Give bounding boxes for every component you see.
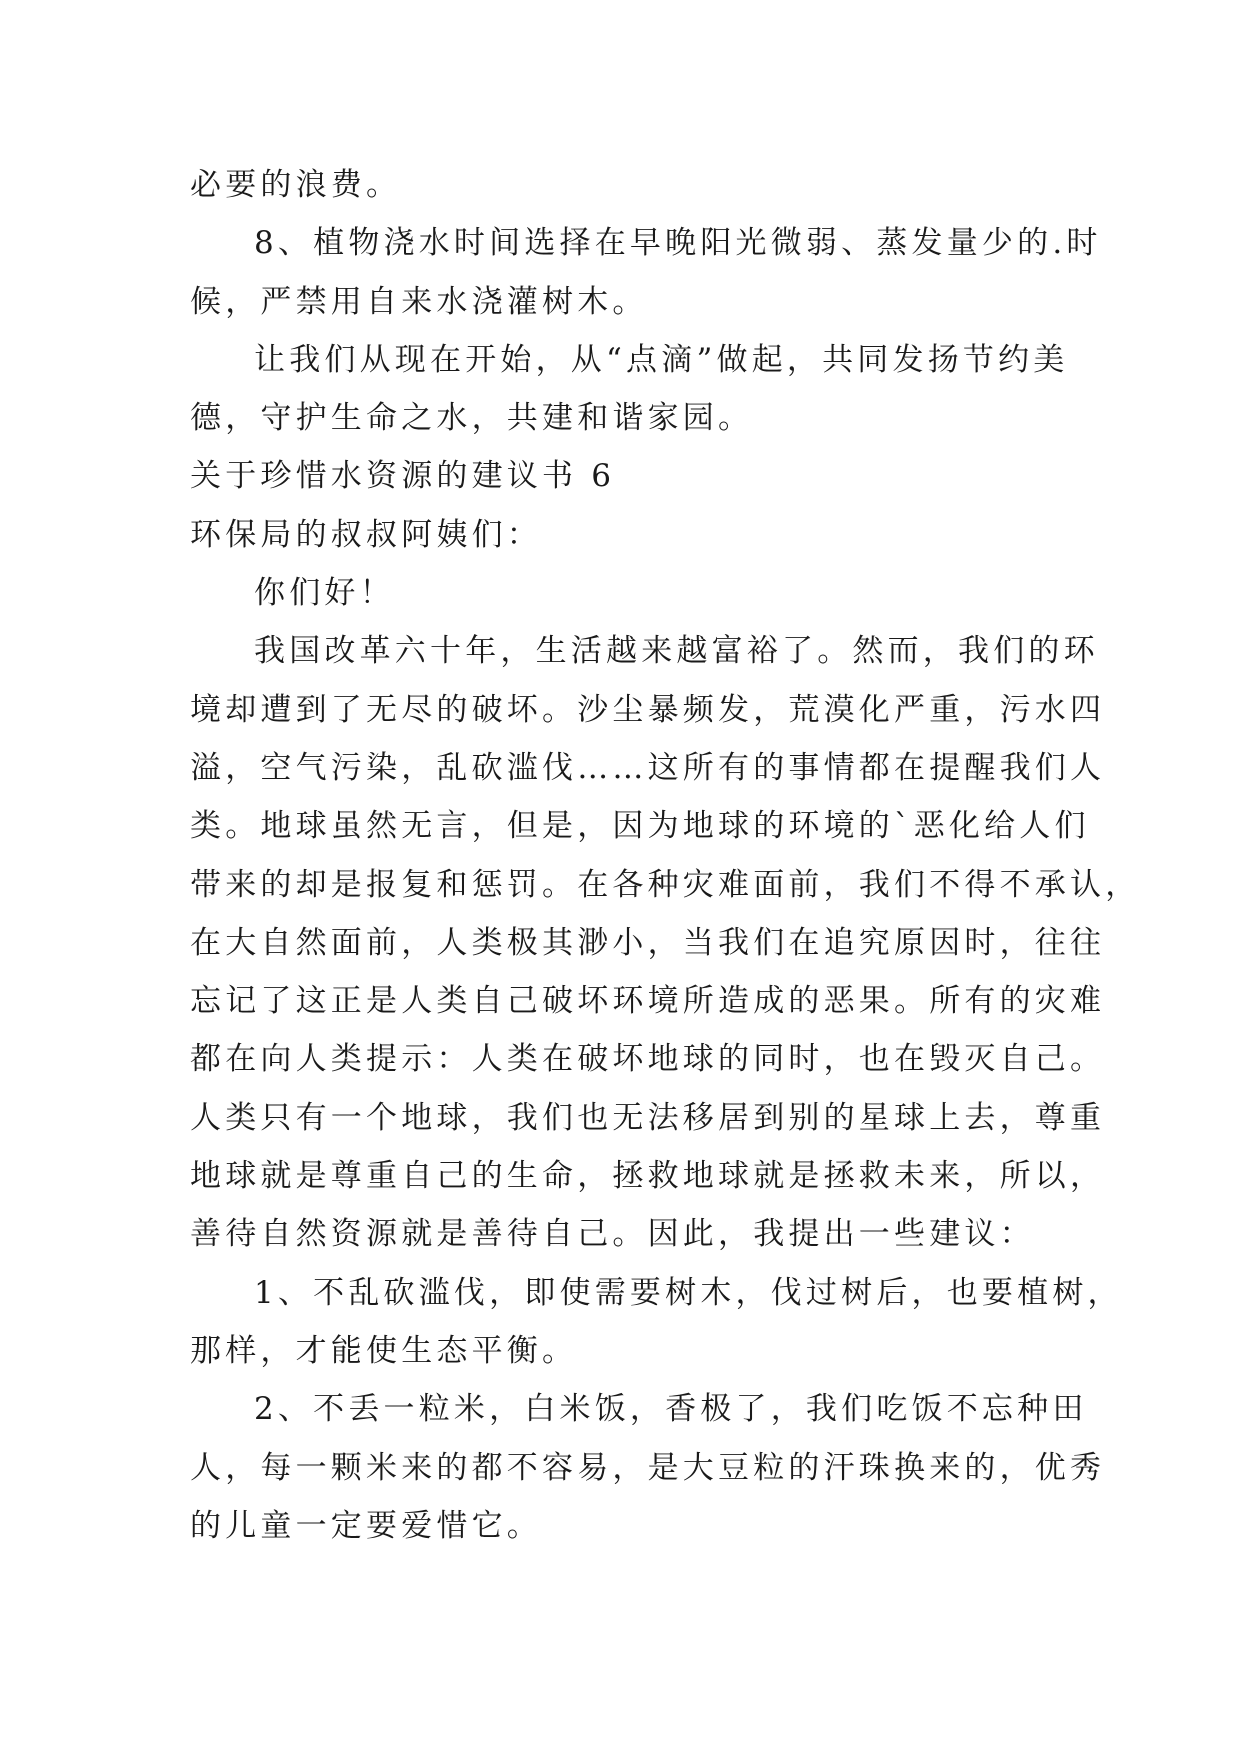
text-line: 那样，才能使生态平衡。 bbox=[190, 1332, 578, 1369]
text-line: 带来的却是报复和惩罚。在各种灾难面前，我们不得不承认， bbox=[190, 866, 1141, 903]
text-line: 德，守护生命之水，共建和谐家园。 bbox=[190, 400, 754, 437]
text-line: 必要的浪费。 bbox=[190, 167, 402, 203]
text-line: 类。地球虽然无言，但是，因为地球的环境的`恶化给人们 bbox=[190, 808, 1090, 845]
text-line: 我国改革六十年，生活越来越富裕了。然而，我们的环 bbox=[254, 633, 1099, 670]
document-body bbox=[190, 156, 1141, 1555]
text-line: 地球就是尊重自己的生命，拯救地球就是拯救未来，所以， bbox=[190, 1158, 1106, 1195]
text-line: 溢，空气污染，乱砍滥伐……这所有的事情都在提醒我们人 bbox=[190, 749, 1106, 786]
text-line: 人，每一颗米来的都不容易，是大豆粒的汗珠换来的，优秀 bbox=[190, 1449, 1106, 1486]
text-line: 都在向人类提示：人类在破坏地球的同时，也在毁灭自己。 bbox=[190, 1041, 1106, 1078]
text-line: 1、不乱砍滥伐，即使需要树木，伐过树后，也要植树， bbox=[254, 1274, 1123, 1311]
text-line: 2、不丢一粒米，白米饭，香极了，我们吃饭不忘种田 bbox=[254, 1391, 1088, 1428]
text-line: 境却遭到了无尽的破坏。沙尘暴频发，荒漠化严重，污水四 bbox=[190, 691, 1106, 728]
text-line: 忘记了这正是人类自己破坏环境所造成的恶果。所有的灾难 bbox=[190, 983, 1106, 1020]
text-line: 在大自然面前，人类极其渺小，当我们在追究原因时，往往 bbox=[190, 924, 1106, 961]
greeting: 你们好！ bbox=[254, 575, 395, 612]
text-line: 让我们从现在开始，从“点滴”做起，共同发扬节约美 bbox=[254, 341, 1069, 378]
text-line: 的儿童一定要爱惜它。 bbox=[190, 1507, 542, 1544]
text-line: 8、植物浇水时间选择在早晚阳光微弱、蒸发量少的.时 bbox=[254, 225, 1102, 262]
text-line: 候，严禁用自来水浇灌树木。 bbox=[190, 283, 648, 320]
text-line: 人类只有一个地球，我们也无法移居到别的星球上去，尊重 bbox=[190, 1099, 1106, 1136]
section-title: 关于珍惜水资源的建议书 6 bbox=[190, 458, 616, 495]
text-line: 善待自然资源就是善待自己。因此，我提出一些建议： bbox=[190, 1216, 1035, 1253]
salutation: 环保局的叔叔阿姨们： bbox=[190, 516, 542, 553]
